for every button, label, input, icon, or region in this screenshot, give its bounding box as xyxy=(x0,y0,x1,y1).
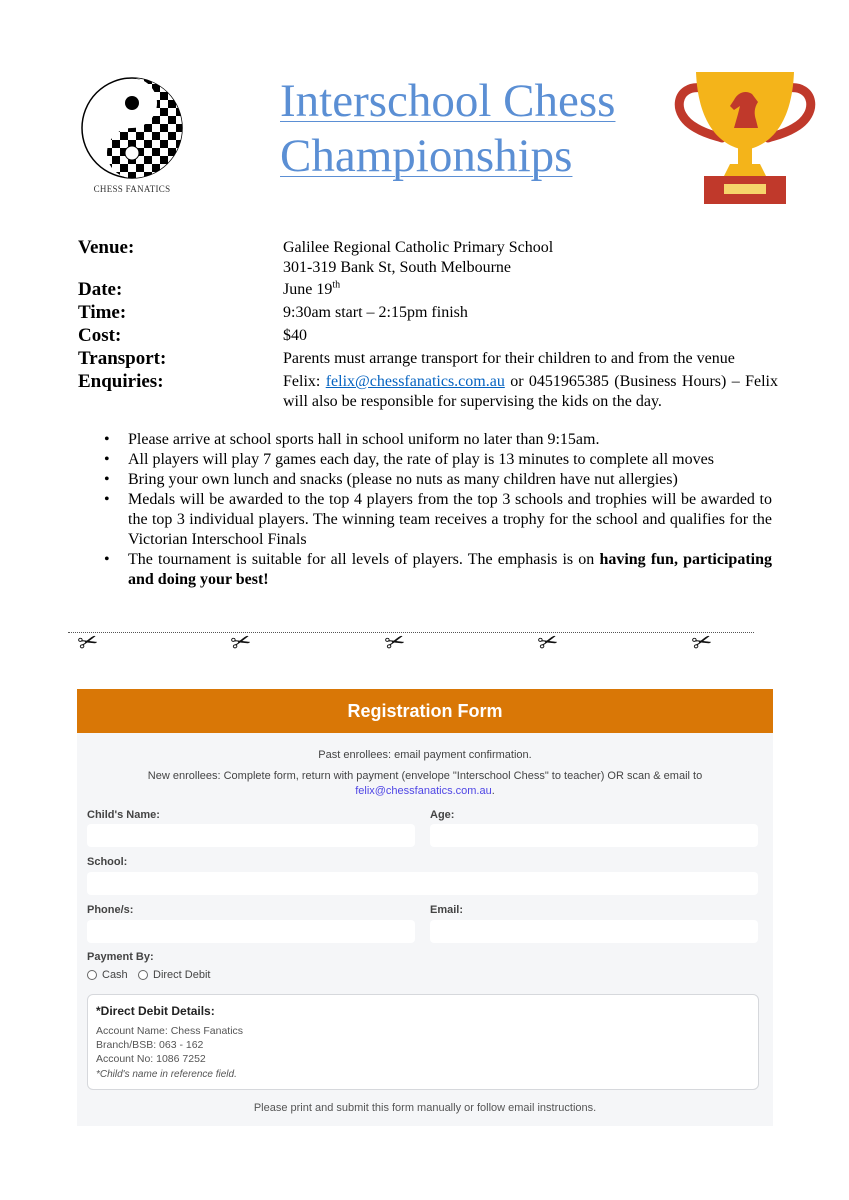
radio-circle-icon xyxy=(138,970,148,980)
form-email-link[interactable]: felix@chessfanatics.com.au xyxy=(355,785,492,797)
email-label: Email: xyxy=(430,904,464,916)
child-name-label: Child's Name: xyxy=(87,809,160,821)
venue-value xyxy=(283,236,778,278)
bullet-5-emphasis: having fun, participating and doing your best! xyxy=(128,551,772,588)
registration-form xyxy=(77,689,773,1126)
scissors-icon: ✂ xyxy=(227,625,255,659)
venue-label: Venue: xyxy=(78,237,135,258)
note-period: . xyxy=(491,785,495,797)
date-value xyxy=(283,278,778,301)
date-suffix: th xyxy=(332,279,341,291)
enquiries-label: Enquiries: xyxy=(78,371,164,392)
school-label: School: xyxy=(87,856,128,868)
list-item: • Medals will be awarded to the top 4 players from the top 3 schools and trophies will be awarded to the top 3 individual players. The winning team receives a trophy for the school and qualifies for the Victorian Interschool Finals xyxy=(104,490,772,550)
direct-debit-title: *Direct Debit Details: xyxy=(96,1004,215,1018)
child-name-input[interactable] xyxy=(87,824,415,847)
form-footer: Please print and submit this form manually or follow email instructions. xyxy=(253,1102,597,1114)
cost-value: $40 xyxy=(283,327,307,344)
branch-bsb: Branch/BSB: 063 - 162 xyxy=(96,1039,204,1051)
enquiries-email-link[interactable]: felix@chessfanatics.com.au xyxy=(325,373,505,390)
account-number: Account No: 1086 7252 xyxy=(96,1053,206,1065)
time-row xyxy=(78,301,778,324)
cost-row xyxy=(78,324,778,347)
page-title: Interschool Chess Championships xyxy=(280,75,616,182)
scissors-icon: ✂ xyxy=(74,625,102,659)
yin-yang-chess-icon xyxy=(80,76,184,180)
venue-line-2: 301-319 Bank St, South Melbourne xyxy=(283,259,511,276)
event-details xyxy=(78,236,778,412)
venue-line-1: Galilee Regional Catholic Primary School xyxy=(283,239,554,256)
account-name: Account Name: Chess Fanatics xyxy=(96,1025,244,1037)
list-item xyxy=(104,550,772,590)
transport-label: Transport: xyxy=(78,348,167,369)
enquiries-suffix: or 0451965385 (Business Hours) – Felix will also be responsible for supervising the kids on the day. xyxy=(283,373,778,410)
payment-label: Payment By: xyxy=(87,951,154,963)
time-label: Time: xyxy=(78,302,127,323)
phone-input[interactable] xyxy=(87,920,415,943)
date-text: June 19 xyxy=(283,281,333,298)
radio-circle-icon xyxy=(87,970,97,980)
venue-row xyxy=(78,236,778,278)
enquiries-prefix: Felix: xyxy=(283,373,326,390)
time-value: 9:30am start – 2:15pm finish xyxy=(283,304,468,321)
form-heading: Registration Form xyxy=(77,689,773,733)
scissors-icon: ✂ xyxy=(688,625,716,659)
list-item: • Please arrive at school sports hall in school uniform no later than 9:15am. xyxy=(104,430,772,450)
chess-fanatics-logo xyxy=(80,76,184,198)
rules-list xyxy=(104,430,772,590)
payment-direct-debit-radio[interactable] xyxy=(138,969,210,981)
new-enrollees-note xyxy=(77,769,773,799)
cash-option-label: Cash xyxy=(102,969,128,981)
past-enrollees-note: Past enrollees: email payment confirmation. xyxy=(318,749,532,761)
enquiries-row xyxy=(78,370,778,412)
direct-debit-option-label: Direct Debit xyxy=(153,969,211,981)
date-label: Date: xyxy=(78,279,123,300)
list-item: • Bring your own lunch and snacks (please no nuts as many children have nut allergies) xyxy=(104,470,772,490)
age-label: Age: xyxy=(430,809,455,821)
transport-value: Parents must arrange transport for their children to and from the venue xyxy=(283,350,735,367)
date-row xyxy=(78,278,778,301)
bullet-5-text: The tournament is suitable for all levels of players. The emphasis is on xyxy=(128,551,600,568)
scissors-icon: ✂ xyxy=(534,625,562,659)
age-input[interactable] xyxy=(430,824,758,847)
email-input[interactable] xyxy=(430,920,758,943)
cut-line xyxy=(68,632,754,633)
reference-note: *Child's name in reference field. xyxy=(96,1069,237,1080)
logo-caption: CHESS FANATICS xyxy=(93,184,171,194)
list-item: • All players will play 7 games each day, the rate of play is 13 minutes to complete all moves xyxy=(104,450,772,470)
phone-label: Phone/s: xyxy=(87,904,134,916)
school-input[interactable] xyxy=(87,872,758,895)
cost-label: Cost: xyxy=(78,325,122,346)
transport-row xyxy=(78,347,778,370)
scissors-icon: ✂ xyxy=(381,625,409,659)
enquiries-value xyxy=(283,370,778,412)
payment-cash-radio[interactable] xyxy=(87,969,128,981)
new-enrollees-text: New enrollees: Complete form, return with payment (envelope "Interschool Chess" to teacher) OR scan & email to xyxy=(147,770,703,782)
direct-debit-details xyxy=(87,994,759,1090)
trophy-knight-icon xyxy=(672,66,818,211)
